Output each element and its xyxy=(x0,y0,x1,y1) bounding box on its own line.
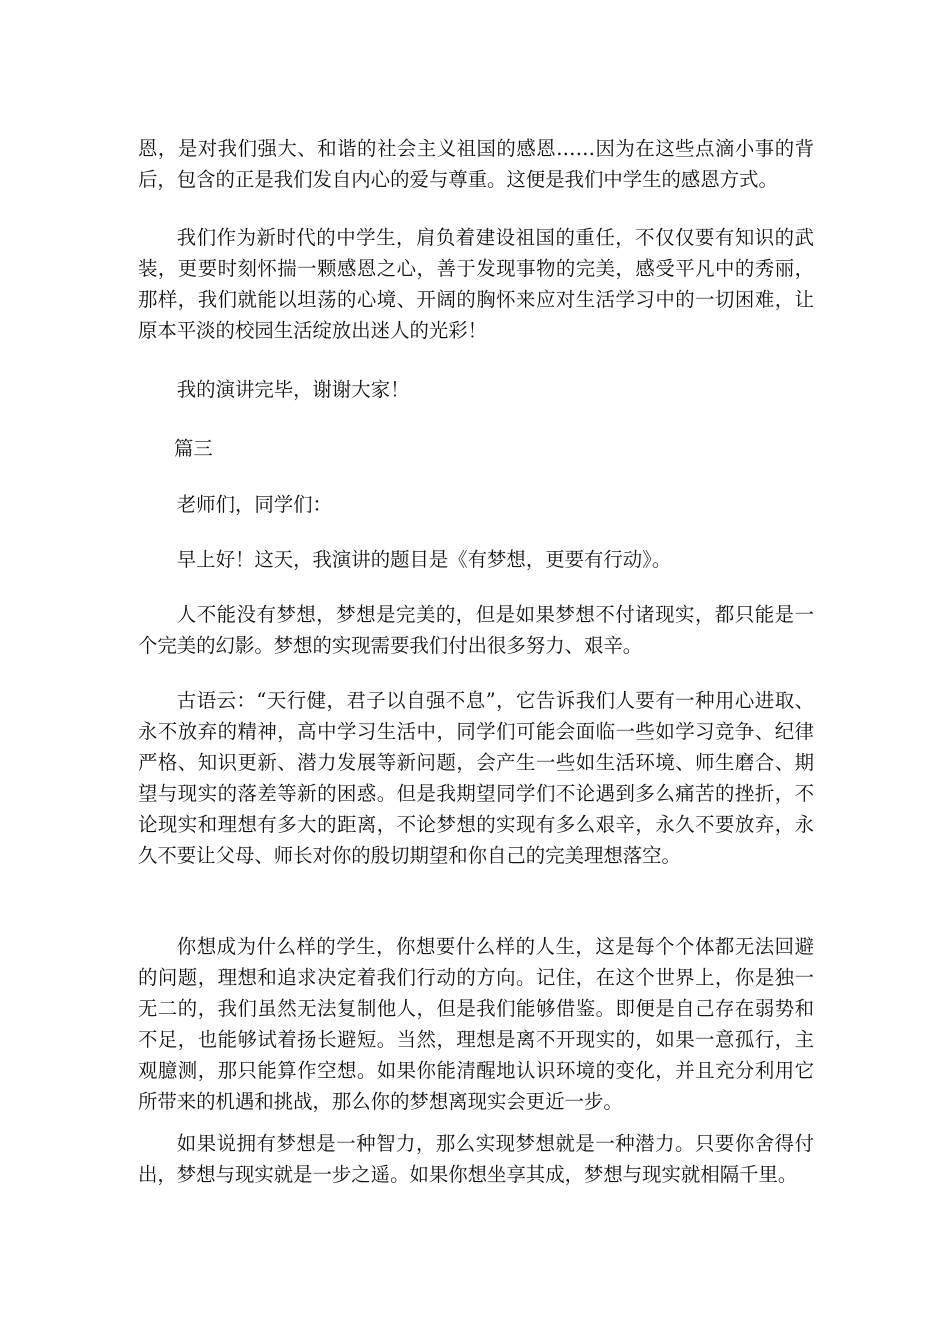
paragraph-new-era-students: 我们作为新时代的中学生，肩负着建设祖国的重任，不仅仅要有知识的武装，更要时刻怀揣一颗感恩之心，善于发现事物的完美，感受平凡中的秀丽，那样，我们就能以坦荡的心境、开阔的胸怀来应对生活学习中的一切困难，让原本平淡的校园生活绽放出迷人的光彩！ xyxy=(138,226,814,342)
paragraph-gratitude-ending: 恩，是对我们强大、和谐的社会主义祖国的感恩……因为在这些点滴小事的背后，包含的正是我们发自内心的爱与尊重。这便是我们中学生的感恩方式。 xyxy=(138,137,814,191)
section-heading: 篇三 xyxy=(174,437,213,460)
paragraph-speech-closing: 我的演讲完毕，谢谢大家！ xyxy=(176,378,410,401)
paragraph-ancient-saying: 古语云：“天行健，君子以自强不息”，它告诉我们人要有一种用心进取、永不放弃的精神，高中学习生活中，同学们可能会面临一些如学习竞争、纪律严格、知识更新、潜力发展等新问题，会产生一些如生活环境、师生磨合、期望与现实的落差等新的困惑。但是我期望同学们不论遇到多么痛苦的挫折，不论现实和理想有多大的距离，不论梦想的实现有多么艰辛，永久不要放弃，永久不要让父母、师长对你的殷切期望和你自己的完美理想落空。 xyxy=(138,689,814,867)
paragraph-choose-your-path: 你想成为什么样的学生，你想要什么样的人生，这是每个个体都无法回避的问题，理想和追求决定着我们行动的方向。记住，在这个世界上，你是独一无二的，我们虽然无法复制他人，但是我们能够借鉴。即便是自己存在弱势和不足，也能够试着扬长避短。当然，理想是离不开现实的，如果一意孤行，主观臆测，那只能算作空想。如果你能清醒地认识环境的变化，并且充分利用它所带来的机遇和挑战，那么你的梦想离现实会更近一步。 xyxy=(138,935,814,1113)
paragraph-greeting: 老师们，同学们： xyxy=(176,493,332,516)
paragraph-dreams-intro: 人不能没有梦想，梦想是完美的，但是如果梦想不付诸现实，都只能是一个完美的幻影。梦想的实现需要我们付出很多努力、艰辛。 xyxy=(138,603,814,657)
paragraph-dream-and-effort: 如果说拥有梦想是一种智力，那么实现梦想就是一种潜力。只要你舍得付出，梦想与现实就是一步之遥。如果你想坐享其成，梦想与现实就相隔千里。 xyxy=(138,1132,814,1186)
paragraph-speech-topic: 早上好！这天，我演讲的题目是《有梦想，更要有行动》。 xyxy=(176,548,672,571)
